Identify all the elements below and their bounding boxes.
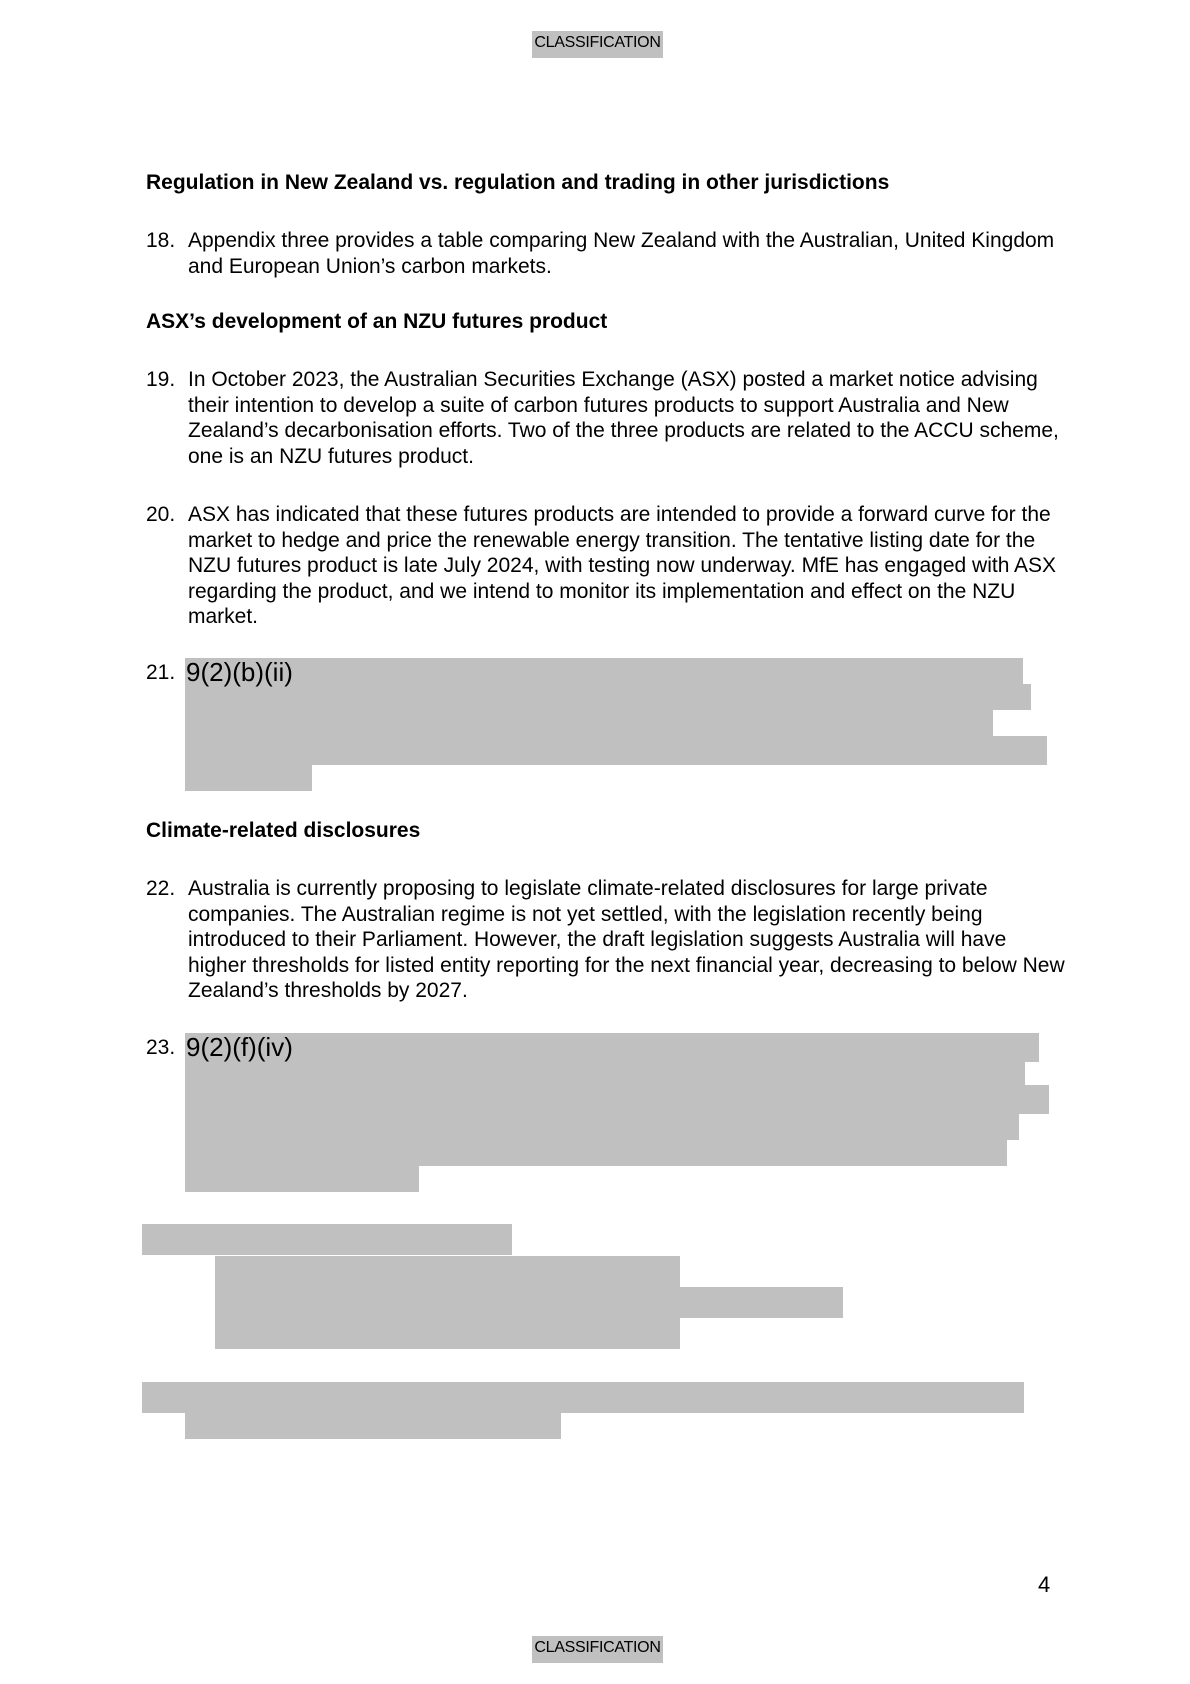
section-heading-climate: Climate-related disclosures — [146, 819, 421, 842]
paragraph-number: 22. — [146, 877, 176, 900]
redaction-bar — [185, 1140, 1007, 1166]
redaction-bar — [185, 736, 1047, 765]
paragraph-19 — [146, 367, 1066, 469]
redaction-bar — [185, 1085, 1049, 1114]
paragraph-number: 18. — [146, 229, 176, 252]
section-heading-asx: ASX’s development of an NZU futures product — [146, 310, 608, 333]
redaction-bar — [215, 1256, 680, 1287]
redaction-bar — [185, 1033, 1039, 1062]
redaction-code: 9(2)(f)(iv) — [186, 1032, 293, 1062]
redaction-bar — [142, 1382, 1024, 1413]
paragraph-text: In October 2023, the Australian Securities Exchange (ASX) posted a market notice advising their intention to develop a suite of carbon futures products to support Australia and New Zealand’s decarbonisation efforts. Two of the three products are related to the ACCU scheme, one is an NZU futures product. — [188, 368, 1059, 468]
redaction-bar — [185, 658, 1023, 684]
redaction-bar — [185, 1114, 1019, 1140]
redaction-bar — [185, 1413, 561, 1439]
header-classification-label: CLASSIFICATION — [532, 31, 663, 58]
paragraph-20 — [146, 502, 1066, 630]
paragraph-number: 21. — [146, 661, 176, 684]
redaction-code: 9(2)(b)(ii) — [186, 657, 293, 687]
paragraph-number: 19. — [146, 368, 176, 391]
paragraph-text: Appendix three provides a table comparing New Zealand with the Australian, United Kingdom and European Union’s carbon markets. — [188, 229, 1055, 278]
redaction-bar — [185, 1062, 1025, 1085]
redaction-bar — [185, 1166, 419, 1192]
redaction-bar — [185, 684, 1031, 710]
page-number: 4 — [1038, 1572, 1051, 1597]
paragraph-text: ASX has indicated that these futures products are intended to provide a forward curve for the market to hedge and price the renewable energy transition. The tentative listing date for the NZU futures product is late July 2024, with testing now underway. MfE has engaged with ASX regarding the product, and we intend to monitor its implementation and effect on the NZU market. — [188, 503, 1057, 628]
redaction-bar — [142, 1224, 512, 1255]
paragraph-number: 23. — [146, 1036, 176, 1059]
redaction-bar — [215, 1287, 843, 1318]
paragraph-22 — [146, 876, 1066, 1004]
paragraph-text: Australia is currently proposing to legislate climate-related disclosures for large private companies. The Australian regime is not yet settled, with the legislation recently being introduced to their Parliament. However, the draft legislation suggests Australia will have higher thresholds for listed entity reporting for the next financial year, decreasing to below New Zealand’s thresholds by 2027. — [188, 877, 1065, 1002]
redaction-bar — [185, 710, 993, 736]
paragraph-number: 20. — [146, 503, 176, 526]
section-heading-regulation: Regulation in New Zealand vs. regulation and trading in other jurisdictions — [146, 171, 890, 194]
redaction-bar — [215, 1318, 680, 1349]
paragraph-18 — [146, 228, 1066, 279]
redaction-bar — [185, 765, 312, 791]
footer-classification-label: CLASSIFICATION — [532, 1636, 663, 1663]
